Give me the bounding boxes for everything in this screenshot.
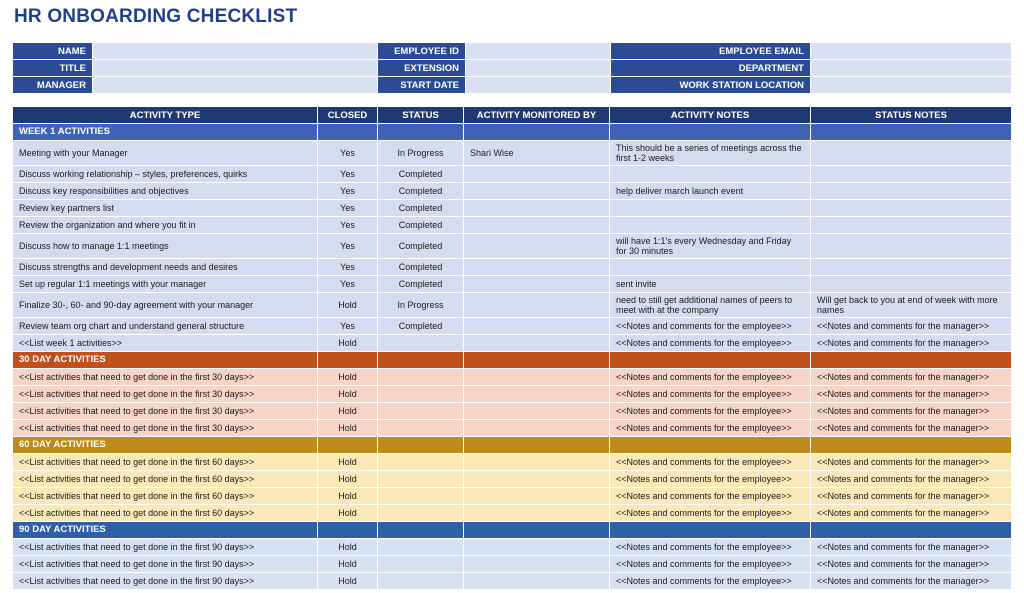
activity-cell[interactable]: Discuss key responsibilities and objectives [13,183,318,200]
table-row [13,488,1012,505]
table-row [13,556,1012,573]
status-notes-cell[interactable] [811,141,1012,166]
monitored-by-cell[interactable] [464,369,610,386]
table-row [13,454,1012,471]
table-row [13,403,1012,420]
col-status: STATUS [378,107,464,124]
employee-id-field[interactable] [466,43,611,60]
section-header-cell [610,437,811,454]
table-row [13,259,1012,276]
monitored-by-cell[interactable] [464,454,610,471]
closed-cell[interactable]: Yes [318,259,378,276]
col-closed: CLOSED [318,107,378,124]
closed-cell[interactable]: Yes [318,200,378,217]
closed-cell[interactable]: Yes [318,234,378,259]
section-header-cell [378,437,464,454]
closed-cell[interactable]: Hold [318,403,378,420]
monitored-by-cell[interactable] [464,573,610,590]
info-row [13,43,1012,60]
activity-cell[interactable]: <<List activities that need to get done in the first 60 days>> [13,505,318,522]
table-row [13,141,1012,166]
activity-cell[interactable]: <<List week 1 activities>> [13,335,318,352]
activity-notes-cell[interactable] [610,200,811,217]
section-header-cell [464,124,610,141]
monitored-by-cell[interactable] [464,420,610,437]
activity-notes-cell[interactable]: <<Notes and comments for the employee>> [610,488,811,505]
monitored-by-cell[interactable]: Shari Wise [464,141,610,166]
page-title: HR ONBOARDING CHECKLIST [14,6,298,27]
activity-cell[interactable]: <<List activities that need to get done in the first 90 days>> [13,573,318,590]
monitored-by-cell[interactable] [464,539,610,556]
section-header-cell [464,437,610,454]
status-notes-cell[interactable] [811,276,1012,293]
section-header-cell [378,522,464,539]
closed-cell[interactable]: Hold [318,505,378,522]
manager-field[interactable] [93,77,378,94]
section-header-cell [378,352,464,369]
activity-notes-cell[interactable]: <<Notes and comments for the employee>> [610,471,811,488]
status-cell[interactable] [378,420,464,437]
status-cell[interactable] [378,556,464,573]
section-header-cell [811,124,1012,141]
closed-cell[interactable]: Hold [318,488,378,505]
name-label: NAME [13,43,93,60]
monitored-by-cell[interactable] [464,335,610,352]
closed-cell[interactable]: Hold [318,293,378,318]
section-header-cell [610,352,811,369]
table-row [13,386,1012,403]
status-notes-cell[interactable]: <<Notes and comments for the manager>> [811,403,1012,420]
status-notes-cell[interactable]: <<Notes and comments for the manager>> [811,318,1012,335]
status-notes-cell[interactable]: <<Notes and comments for the manager>> [811,454,1012,471]
monitored-by-cell[interactable] [464,183,610,200]
activity-notes-cell[interactable]: <<Notes and comments for the employee>> [610,403,811,420]
status-cell[interactable] [378,471,464,488]
table-row [13,420,1012,437]
monitored-by-cell[interactable] [464,505,610,522]
status-cell[interactable]: Completed [378,217,464,234]
activity-cell[interactable]: Review key partners list [13,200,318,217]
section-header-cell [610,522,811,539]
section-header-w1 [13,124,1012,141]
activity-cell[interactable]: Review team org chart and understand general structure [13,318,318,335]
status-notes-cell[interactable] [811,234,1012,259]
table-row [13,183,1012,200]
activity-notes-cell[interactable] [610,166,811,183]
activity-notes-cell[interactable]: <<Notes and comments for the employee>> [610,454,811,471]
activity-notes-cell[interactable]: <<Notes and comments for the employee>> [610,539,811,556]
status-cell[interactable]: Completed [378,166,464,183]
status-notes-cell[interactable]: <<Notes and comments for the manager>> [811,505,1012,522]
status-cell[interactable]: Completed [378,200,464,217]
monitored-by-cell[interactable] [464,488,610,505]
status-notes-cell[interactable]: <<Notes and comments for the manager>> [811,471,1012,488]
activity-notes-cell[interactable] [610,259,811,276]
section-header-90 [13,522,1012,539]
section-header-cell [318,437,378,454]
status-cell[interactable]: Completed [378,234,464,259]
status-cell[interactable] [378,539,464,556]
activity-cell[interactable]: Discuss working relationship – styles, preferences, quirks [13,166,318,183]
activity-notes-cell[interactable]: <<Notes and comments for the employee>> [610,556,811,573]
status-notes-cell[interactable] [811,183,1012,200]
activity-notes-cell[interactable]: <<Notes and comments for the employee>> [610,318,811,335]
activity-notes-cell[interactable]: <<Notes and comments for the employee>> [610,369,811,386]
activity-cell[interactable]: <<List activities that need to get done in the first 60 days>> [13,471,318,488]
monitored-by-cell[interactable] [464,234,610,259]
activity-cell[interactable]: Discuss strengths and development needs and desires [13,259,318,276]
closed-cell[interactable]: Hold [318,573,378,590]
activity-cell[interactable]: <<List activities that need to get done in the first 30 days>> [13,403,318,420]
status-notes-cell[interactable] [811,259,1012,276]
status-cell[interactable]: In Progress [378,141,464,166]
section-header-cell [811,352,1012,369]
status-cell[interactable]: Completed [378,318,464,335]
status-cell[interactable] [378,335,464,352]
activity-notes-cell[interactable]: <<Notes and comments for the employee>> [610,505,811,522]
monitored-by-cell[interactable] [464,293,610,318]
status-cell[interactable] [378,505,464,522]
activity-cell[interactable]: Finalize 30-, 60- and 90-day agreement with your manager [13,293,318,318]
status-notes-cell[interactable]: <<Notes and comments for the manager>> [811,335,1012,352]
section-header-cell [464,522,610,539]
closed-cell[interactable]: Yes [318,141,378,166]
table-row [13,539,1012,556]
status-notes-cell[interactable] [811,217,1012,234]
table-row [13,276,1012,293]
section-header-cell [610,124,811,141]
activity-cell[interactable]: Review the organization and where you fit in [13,217,318,234]
monitored-by-cell[interactable] [464,217,610,234]
monitored-by-cell[interactable] [464,259,610,276]
status-cell[interactable]: In Progress [378,293,464,318]
table-row [13,335,1012,352]
section-label: 30 DAY ACTIVITIES [13,352,318,369]
closed-cell[interactable]: Yes [318,217,378,234]
table-row [13,505,1012,522]
activity-notes-cell[interactable]: need to still get additional names of peers to meet with at the company [610,293,811,318]
department-field[interactable] [811,60,1012,77]
work-station-location-label: WORK STATION LOCATION [611,77,811,94]
status-notes-cell[interactable]: <<Notes and comments for the manager>> [811,556,1012,573]
closed-cell[interactable]: Hold [318,420,378,437]
section-header-cell [378,124,464,141]
closed-cell[interactable]: Hold [318,556,378,573]
status-cell[interactable] [378,369,464,386]
status-notes-cell[interactable] [811,166,1012,183]
employee-info-table [12,42,1012,94]
activity-cell[interactable]: <<List activities that need to get done in the first 30 days>> [13,420,318,437]
table-row [13,217,1012,234]
status-cell[interactable]: Completed [378,259,464,276]
table-row [13,318,1012,335]
info-row [13,60,1012,77]
table-row [13,166,1012,183]
table-row [13,293,1012,318]
monitored-by-cell[interactable] [464,403,610,420]
column-header-row [13,107,1012,124]
monitored-by-cell[interactable] [464,200,610,217]
employee-email-label: EMPLOYEE EMAIL [611,43,811,60]
activity-notes-cell[interactable]: help deliver march launch event [610,183,811,200]
monitored-by-cell[interactable] [464,556,610,573]
status-cell[interactable] [378,403,464,420]
monitored-by-cell[interactable] [464,471,610,488]
monitored-by-cell[interactable] [464,276,610,293]
closed-cell[interactable]: Hold [318,454,378,471]
activity-cell[interactable]: <<List activities that need to get done in the first 90 days>> [13,556,318,573]
activity-notes-cell[interactable]: <<Notes and comments for the employee>> [610,573,811,590]
status-cell[interactable] [378,488,464,505]
work-station-location-field[interactable] [811,77,1012,94]
closed-cell[interactable]: Yes [318,276,378,293]
monitored-by-cell[interactable] [464,166,610,183]
status-cell[interactable]: Completed [378,183,464,200]
info-row [13,77,1012,94]
status-notes-cell[interactable]: <<Notes and comments for the manager>> [811,386,1012,403]
status-cell[interactable] [378,454,464,471]
extension-field[interactable] [466,60,611,77]
col-activity-notes: ACTIVITY NOTES [610,107,811,124]
activity-notes-cell[interactable]: will have 1:1's every Wednesday and Friday for 30 minutes [610,234,811,259]
status-cell[interactable] [378,573,464,590]
section-header-cell [811,522,1012,539]
table-row [13,369,1012,386]
activity-cell[interactable]: <<List activities that need to get done in the first 60 days>> [13,488,318,505]
status-notes-cell[interactable]: <<Notes and comments for the manager>> [811,573,1012,590]
closed-cell[interactable]: Hold [318,335,378,352]
status-notes-cell[interactable]: <<Notes and comments for the manager>> [811,539,1012,556]
closed-cell[interactable]: Yes [318,183,378,200]
section-header-cell [318,352,378,369]
activity-notes-cell[interactable]: <<Notes and comments for the employee>> [610,420,811,437]
closed-cell[interactable]: Yes [318,166,378,183]
activity-cell[interactable]: <<List activities that need to get done in the first 30 days>> [13,386,318,403]
section-label: WEEK 1 ACTIVITIES [13,124,318,141]
activity-notes-cell[interactable]: This should be a series of meetings across the first 1-2 weeks [610,141,811,166]
activity-cell[interactable]: Discuss how to manage 1:1 meetings [13,234,318,259]
col-activity-monitored-by: ACTIVITY MONITORED BY [464,107,610,124]
activity-notes-cell[interactable]: <<Notes and comments for the employee>> [610,386,811,403]
section-label: 60 DAY ACTIVITIES [13,437,318,454]
section-header-60 [13,437,1012,454]
monitored-by-cell[interactable] [464,386,610,403]
status-notes-cell[interactable]: <<Notes and comments for the manager>> [811,369,1012,386]
activity-cell[interactable]: <<List activities that need to get done in the first 30 days>> [13,369,318,386]
activity-cell[interactable]: Meeting with your Manager [13,141,318,166]
department-label: DEPARTMENT [611,60,811,77]
section-header-cell [318,522,378,539]
employee-id-label: EMPLOYEE ID [378,43,466,60]
status-cell[interactable] [378,386,464,403]
status-notes-cell[interactable]: <<Notes and comments for the manager>> [811,488,1012,505]
table-row [13,573,1012,590]
activity-cell[interactable]: <<List activities that need to get done in the first 90 days>> [13,539,318,556]
closed-cell[interactable]: Hold [318,539,378,556]
section-header-cell [318,124,378,141]
status-notes-cell[interactable]: Will get back to you at end of week with more names [811,293,1012,318]
section-header-30 [13,352,1012,369]
section-header-cell [811,437,1012,454]
activity-cell[interactable]: <<List activities that need to get done in the first 60 days>> [13,454,318,471]
section-label: 90 DAY ACTIVITIES [13,522,318,539]
closed-cell[interactable]: Hold [318,369,378,386]
activity-cell[interactable]: Set up regular 1:1 meetings with your manager [13,276,318,293]
status-cell[interactable]: Completed [378,276,464,293]
manager-label: MANAGER [13,77,93,94]
status-notes-cell[interactable]: <<Notes and comments for the manager>> [811,420,1012,437]
section-header-cell [464,352,610,369]
start-date-label: START DATE [378,77,466,94]
activity-notes-cell[interactable]: <<Notes and comments for the employee>> [610,335,811,352]
table-row [13,200,1012,217]
col-activity-type: ACTIVITY TYPE [13,107,318,124]
col-status-notes: STATUS NOTES [811,107,1012,124]
start-date-field[interactable] [466,77,611,94]
monitored-by-cell[interactable] [464,318,610,335]
table-row [13,234,1012,259]
activity-notes-cell[interactable]: sent invite [610,276,811,293]
title-field[interactable] [93,60,378,77]
closed-cell[interactable]: Yes [318,318,378,335]
employee-email-field[interactable] [811,43,1012,60]
extension-label: EXTENSION [378,60,466,77]
title-label: TITLE [13,60,93,77]
activity-table [12,106,1012,590]
activity-notes-cell[interactable] [610,217,811,234]
closed-cell[interactable]: Hold [318,471,378,488]
closed-cell[interactable]: Hold [318,386,378,403]
status-notes-cell[interactable] [811,200,1012,217]
table-row [13,471,1012,488]
name-field[interactable] [93,43,378,60]
